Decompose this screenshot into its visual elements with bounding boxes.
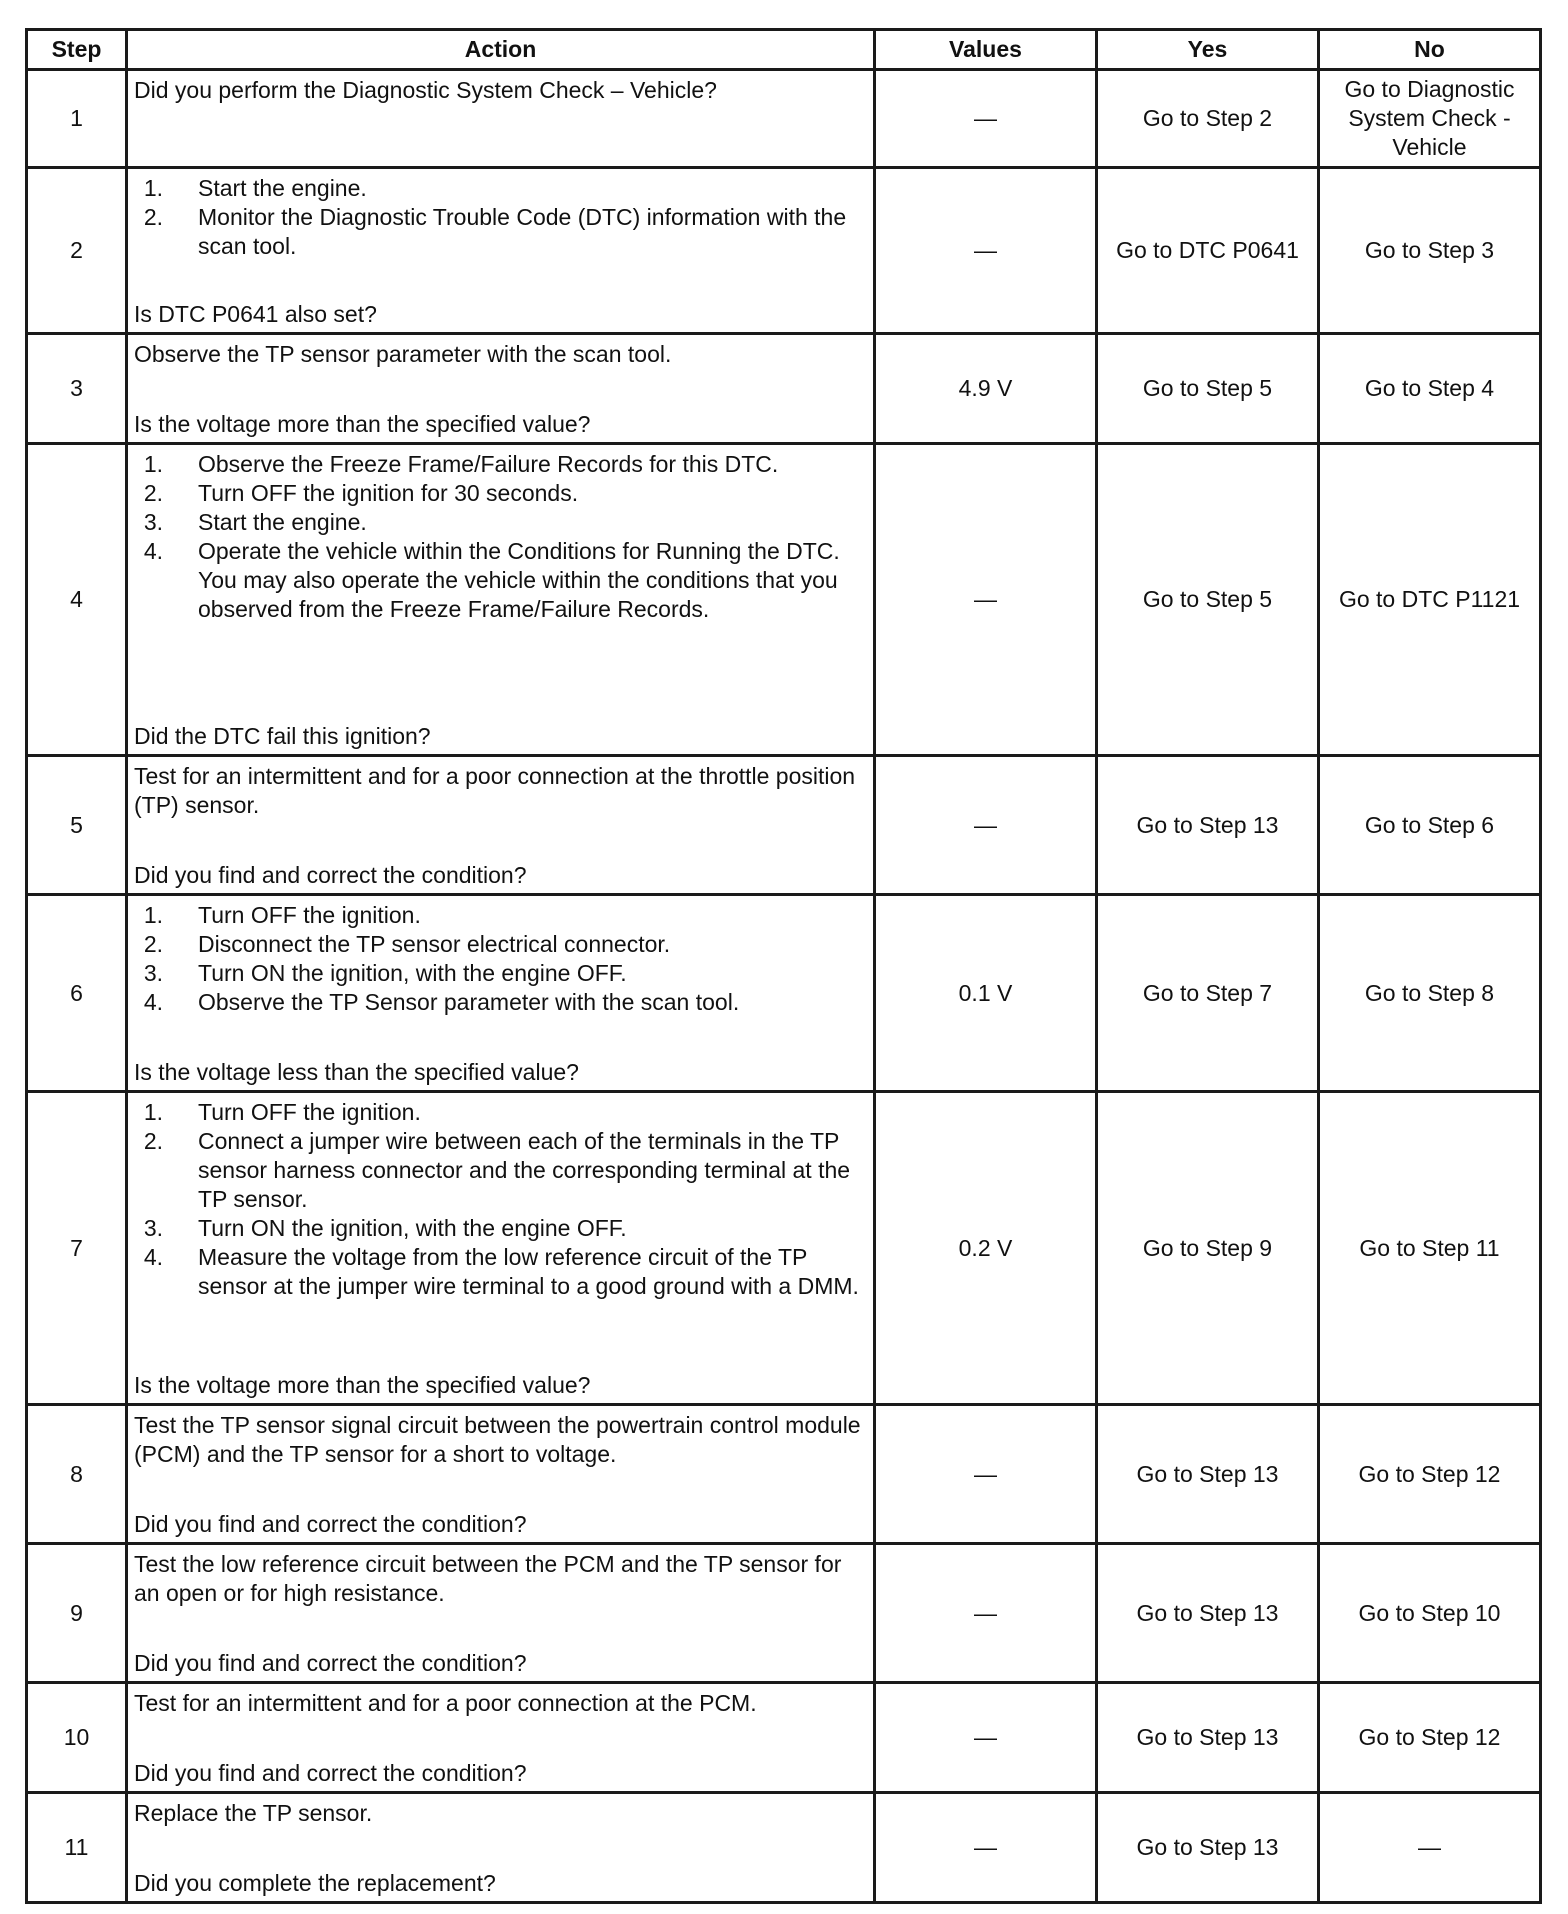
action-step-item — [134, 450, 867, 479]
action-step-number: 1. — [143, 451, 163, 477]
action-step-text: Connect a jumper wire between each of the terminals in the TP sensor harness connector and the corresponding terminal at the TP sensor. — [198, 1128, 851, 1212]
action-question: Is the voltage less than the specified value? — [134, 1059, 579, 1085]
action-question: Did the DTC fail this ignition? — [134, 723, 431, 749]
no-cell: Go to Step 10 — [1319, 1544, 1541, 1683]
action-question: Is the voltage more than the specified value? — [134, 1372, 591, 1398]
step-number: 1 — [27, 70, 127, 168]
action-cell — [127, 444, 875, 756]
action-question: Did you find and correct the condition? — [134, 1760, 527, 1786]
action-step-text: Start the engine. — [198, 175, 367, 201]
action-step-text: Turn ON the ignition, with the engine OFF. — [198, 960, 627, 986]
yes-cell: Go to Step 13 — [1097, 756, 1319, 895]
table-row — [27, 1544, 1541, 1683]
action-cell — [127, 1683, 875, 1793]
action-instruction: Did you perform the Diagnostic System Check – Vehicle? — [134, 77, 717, 103]
action-content — [128, 71, 873, 166]
action-cell — [127, 1793, 875, 1903]
step-number: 2 — [27, 168, 127, 334]
action-content — [128, 757, 873, 893]
value-cell: — — [875, 168, 1097, 334]
yes-cell: Go to Step 7 — [1097, 895, 1319, 1092]
step-number: 4 — [27, 444, 127, 756]
table-row — [27, 334, 1541, 444]
action-content — [128, 1545, 873, 1681]
action-step-item — [134, 479, 867, 508]
action-step-number: 2. — [143, 1128, 163, 1154]
action-step-item — [134, 537, 867, 624]
header-step: Step — [27, 30, 127, 70]
action-step-text: Disconnect the TP sensor electrical connector. — [198, 931, 671, 957]
action-content — [128, 896, 873, 1090]
no-cell: Go to Step 4 — [1319, 334, 1541, 444]
action-step-number: 1. — [143, 175, 163, 201]
action-step-item — [134, 1214, 867, 1243]
action-step-number: 1. — [143, 1099, 163, 1125]
yes-cell: Go to Step 9 — [1097, 1092, 1319, 1405]
action-cell — [127, 334, 875, 444]
diagnostic-table-container — [25, 28, 1542, 1904]
step-number: 11 — [27, 1793, 127, 1903]
action-content — [128, 1794, 873, 1901]
step-number: 7 — [27, 1092, 127, 1405]
action-content — [128, 335, 873, 442]
value-cell: — — [875, 444, 1097, 756]
table-row — [27, 756, 1541, 895]
step-number: 3 — [27, 334, 127, 444]
action-question: Did you find and correct the condition? — [134, 1650, 527, 1676]
action-step-text: Observe the Freeze Frame/Failure Records for this DTC. — [198, 451, 779, 477]
yes-cell: Go to Step 5 — [1097, 444, 1319, 756]
header-row — [27, 30, 1541, 70]
action-step-number: 2. — [143, 480, 163, 506]
yes-cell: Go to Step 13 — [1097, 1544, 1319, 1683]
action-instruction: Replace the TP sensor. — [134, 1800, 373, 1826]
no-cell: Go to Step 3 — [1319, 168, 1541, 334]
action-cell — [127, 1092, 875, 1405]
action-cell — [127, 1544, 875, 1683]
action-step-list — [134, 901, 867, 1017]
value-cell: — — [875, 70, 1097, 168]
diagnostic-table — [25, 28, 1542, 1904]
action-step-text: Operate the vehicle within the Conditions for Running the DTC. You may also operate the vehicle within the conditions that you observed from the Freeze Frame/Failure Records. — [198, 538, 840, 622]
yes-cell: Go to DTC P0641 — [1097, 168, 1319, 334]
table-body — [27, 70, 1541, 1903]
action-step-item — [134, 901, 867, 930]
no-cell: Go to Step 6 — [1319, 756, 1541, 895]
yes-cell: Go to Step 13 — [1097, 1793, 1319, 1903]
no-cell: Go to DTC P1121 — [1319, 444, 1541, 756]
no-cell: Go to Step 8 — [1319, 895, 1541, 1092]
action-question: Is the voltage more than the specified value? — [134, 411, 591, 437]
action-cell — [127, 756, 875, 895]
table-row — [27, 1683, 1541, 1793]
action-step-list — [134, 1098, 867, 1301]
action-step-item — [134, 508, 867, 537]
action-step-item — [134, 1243, 867, 1301]
header-values: Values — [875, 30, 1097, 70]
no-cell: — — [1319, 1793, 1541, 1903]
no-cell: Go to Step 12 — [1319, 1405, 1541, 1544]
no-cell: Go to Step 12 — [1319, 1683, 1541, 1793]
header-yes: Yes — [1097, 30, 1319, 70]
action-step-number: 1. — [143, 902, 163, 928]
action-instruction: Test the TP sensor signal circuit between the powertrain control module (PCM) and the TP sensor for a short to voltage. — [134, 1412, 861, 1467]
action-step-number: 3. — [143, 1215, 163, 1241]
action-step-text: Turn OFF the ignition. — [198, 902, 421, 928]
action-content — [128, 169, 873, 332]
value-cell: — — [875, 1683, 1097, 1793]
table-row — [27, 1092, 1541, 1405]
action-step-text: Measure the voltage from the low reference circuit of the TP sensor at the jumper wire terminal to a good ground with a DMM. — [198, 1244, 859, 1299]
table-row — [27, 1405, 1541, 1544]
yes-cell: Go to Step 13 — [1097, 1405, 1319, 1544]
header-no: No — [1319, 30, 1541, 70]
action-instruction: Test for an intermittent and for a poor connection at the throttle position (TP) sensor. — [134, 763, 856, 818]
action-step-item — [134, 1127, 867, 1214]
table-row — [27, 444, 1541, 756]
action-question: Did you find and correct the condition? — [134, 862, 527, 888]
action-step-number: 3. — [143, 960, 163, 986]
value-cell: — — [875, 1405, 1097, 1544]
step-number: 10 — [27, 1683, 127, 1793]
value-cell: 0.2 V — [875, 1092, 1097, 1405]
step-number: 9 — [27, 1544, 127, 1683]
action-step-number: 2. — [143, 931, 163, 957]
action-cell — [127, 70, 875, 168]
action-content — [128, 1093, 873, 1403]
yes-cell: Go to Step 5 — [1097, 334, 1319, 444]
value-cell: 4.9 V — [875, 334, 1097, 444]
no-cell: Go to Diagnostic System Check - Vehicle — [1319, 70, 1541, 168]
action-step-number: 2. — [143, 204, 163, 230]
yes-cell: Go to Step 2 — [1097, 70, 1319, 168]
step-number: 8 — [27, 1405, 127, 1544]
action-step-item — [134, 930, 867, 959]
step-number: 5 — [27, 756, 127, 895]
value-cell: — — [875, 756, 1097, 895]
action-step-list — [134, 174, 867, 261]
no-cell: Go to Step 11 — [1319, 1092, 1541, 1405]
action-step-item — [134, 174, 867, 203]
action-cell — [127, 1405, 875, 1544]
action-content — [128, 1406, 873, 1542]
action-step-text: Turn ON the ignition, with the engine OFF. — [198, 1215, 627, 1241]
table-row — [27, 1793, 1541, 1903]
header-action: Action — [127, 30, 875, 70]
action-instruction: Observe the TP sensor parameter with the scan tool. — [134, 341, 672, 367]
action-step-item — [134, 1098, 867, 1127]
action-question: Did you find and correct the condition? — [134, 1511, 527, 1537]
action-step-number: 4. — [143, 1244, 163, 1270]
action-step-text: Turn OFF the ignition for 30 seconds. — [198, 480, 579, 506]
action-instruction: Test the low reference circuit between the PCM and the TP sensor for an open or for high resistance. — [134, 1551, 842, 1606]
table-row — [27, 70, 1541, 168]
action-instruction: Test for an intermittent and for a poor connection at the PCM. — [134, 1690, 757, 1716]
yes-cell: Go to Step 13 — [1097, 1683, 1319, 1793]
action-step-number: 4. — [143, 538, 163, 564]
table-row — [27, 895, 1541, 1092]
action-step-text: Start the engine. — [198, 509, 367, 535]
action-step-item — [134, 988, 867, 1017]
action-step-list — [134, 450, 867, 624]
action-cell — [127, 895, 875, 1092]
action-step-number: 4. — [143, 989, 163, 1015]
action-question: Is DTC P0641 also set? — [134, 301, 377, 327]
value-cell: 0.1 V — [875, 895, 1097, 1092]
action-step-text: Observe the TP Sensor parameter with the scan tool. — [198, 989, 740, 1015]
action-content — [128, 445, 873, 754]
action-step-text: Turn OFF the ignition. — [198, 1099, 421, 1125]
action-step-item — [134, 959, 867, 988]
action-cell — [127, 168, 875, 334]
table-row — [27, 168, 1541, 334]
action-step-number: 3. — [143, 509, 163, 535]
action-question: Did you complete the replacement? — [134, 1870, 496, 1896]
value-cell: — — [875, 1793, 1097, 1903]
action-step-item — [134, 203, 867, 261]
step-number: 6 — [27, 895, 127, 1092]
action-content — [128, 1684, 873, 1791]
value-cell: — — [875, 1544, 1097, 1683]
action-step-text: Monitor the Diagnostic Trouble Code (DTC) information with the scan tool. — [198, 204, 847, 259]
